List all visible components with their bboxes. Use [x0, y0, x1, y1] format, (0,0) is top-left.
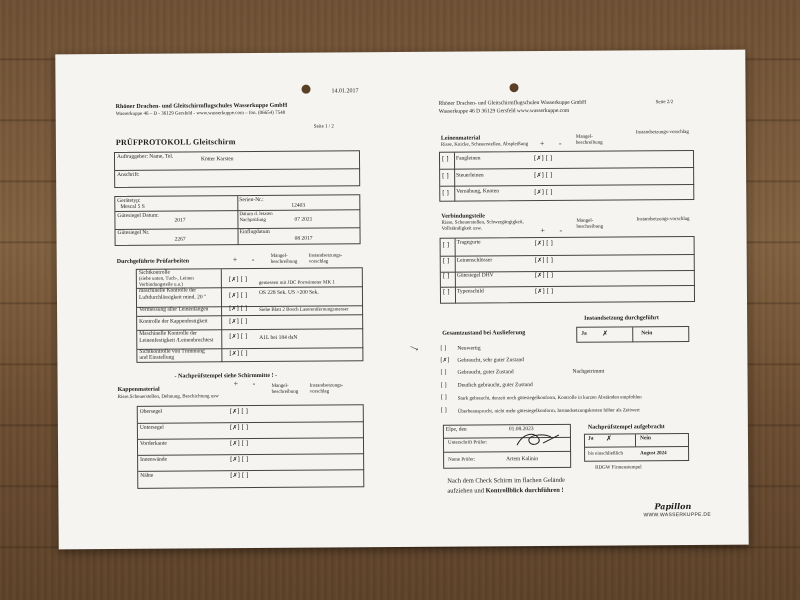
minus-header: -: [559, 225, 563, 235]
check-label: maschinelle Kontrolle der: [138, 287, 197, 294]
canopy-row-label: Obersegel: [139, 408, 163, 415]
device-info-box: [114, 194, 360, 246]
customer-label: Auftraggeber: Name, Tel.: [116, 153, 174, 160]
retrim-note: Nachgetrimmt: [572, 368, 605, 375]
check-label: Sichtkontrolle: [138, 269, 170, 276]
repair-nein: Nein: [641, 330, 653, 337]
canopy-row-mark[interactable]: [✗] [ ]: [230, 472, 249, 480]
flight-date-label: Einflugdatum: [239, 228, 270, 236]
overall-box[interactable]: [ ]: [440, 382, 447, 389]
check-mark[interactable]: [✗] [ ]: [229, 333, 248, 341]
row-box[interactable]: [ ]: [442, 189, 449, 197]
overall-box[interactable]: [ ]: [440, 394, 447, 401]
row-box[interactable]: [ ]: [442, 172, 449, 180]
stamp-nein: Nein: [639, 435, 651, 442]
repair-header: Instandsetzungs-vorschlag: [309, 383, 344, 395]
connectors-row-label: Leinenschlösser: [456, 257, 493, 264]
inspector-name: Artem Kalinin: [506, 456, 539, 463]
plus-header: +: [232, 255, 238, 265]
inspector-label: Name Prüfer:: [448, 457, 476, 463]
signature-scribble: [513, 429, 563, 451]
stamp-note: - Nachprüfstempel siehe Schirmmitte ! -: [174, 372, 278, 380]
check-note: gemessen mit JDC Porosimeter MK 1: [258, 280, 335, 286]
connectors-row-mark[interactable]: [✗] [ ]: [534, 271, 554, 280]
left-page-number: Seite 1 / 2: [313, 124, 334, 130]
customer-value: Kötter Karsten: [200, 156, 234, 163]
right-company-name: Rhöner Drachen- und Gleitschirmflugschulen Wasserkuppe GmbH: [438, 99, 587, 107]
signature-label: Unterschrift Prüfer:: [447, 440, 488, 446]
connectors-repair-header: Instandsetzungs-vorschlag: [636, 216, 690, 223]
seal-number-label: Gütesiegel Nr.: [117, 229, 150, 236]
check-note: OS 228 Sek. US >200 Sek.: [258, 289, 319, 296]
stamp-heading: Nachprüfstempel aufgebracht: [587, 424, 665, 431]
row-box[interactable]: [ ]: [442, 241, 450, 249]
footer-emphasis: Kontrollblick durchführen !: [485, 486, 564, 495]
check-sub: Luftdurchlässigkeit mind. 20 '': [138, 294, 207, 301]
plus-header: +: [233, 379, 239, 389]
connectors-row-label: Tragegurte: [456, 239, 481, 246]
row-box[interactable]: [ ]: [442, 257, 450, 265]
canopy-row-label: Untersegel: [139, 424, 164, 431]
defect-header: Mangel-beschreibung: [270, 253, 298, 265]
check-mark[interactable]: [✗] [ ]: [229, 318, 248, 326]
canopy-row-mark[interactable]: [✗] [ ]: [229, 440, 249, 448]
inspection-protocol-sheet: [55, 50, 748, 550]
check-label: Maschinelle Kontrolle der: [139, 330, 197, 337]
check-label: Kontrolle der Kappenfestigkeit: [139, 318, 208, 325]
overall-box[interactable]: [ ]: [440, 407, 447, 414]
overall-text: Überbeansprucht, nicht mehr gütesiegelkonform, Instandsetzungskosten höher als Zeitwert: [457, 408, 640, 415]
check-mark[interactable]: [✗] [ ]: [228, 292, 248, 300]
last-check-value: 07 2021: [294, 216, 313, 223]
place-label: Elpe, den: [445, 426, 467, 433]
connectors-row-mark[interactable]: [✗] [ ]: [534, 256, 553, 265]
stamp-org: RDGW Firmenstempel: [595, 465, 642, 471]
canopy-sub: Risse,Scheuerstellen, Dehnung, Beschichtung usw: [117, 394, 219, 400]
lines-heading: Leinenmaterial: [440, 135, 481, 142]
serial-value: 12403: [291, 202, 306, 209]
lines-row-mark[interactable]: [✗] [ ]: [533, 154, 553, 163]
checks-heading: Durchgeführte Prüfarbeiten: [116, 258, 190, 265]
overall-heading: Gesamtzustand bei Auslieferung: [442, 330, 526, 337]
connectors-row-label: Gütesiegel DHV: [456, 272, 494, 279]
address-label: Anschrift:: [117, 171, 140, 178]
stamp-yes-mark[interactable]: ✗: [605, 434, 612, 443]
stamp-ja: Ja: [587, 435, 594, 442]
canopy-row-label: Innenwände: [140, 456, 168, 463]
footer-line-1: Nach dem Check Schirm im flachen Gelände: [447, 476, 565, 485]
connectors-sub: Risse, Scheuerstellen, Schwergängigkeit, Vollständigkeit usw.: [441, 220, 524, 232]
canopy-row-mark[interactable]: [✗] [ ]: [229, 424, 249, 432]
punch-hole: [301, 85, 310, 94]
check-note: A1L bei 184 daN: [259, 334, 298, 341]
overall-box[interactable]: [ ]: [440, 369, 447, 376]
canopy-heading: Kappenmaterial: [117, 386, 160, 393]
connectors-defect-header: Mangel-beschreibung: [576, 218, 604, 230]
row-box[interactable]: [ ]: [442, 288, 450, 296]
defect-header: Mangel-beschreibung: [575, 134, 603, 146]
plus-header: +: [539, 139, 545, 149]
punch-hole: [509, 83, 518, 92]
footer-line-2: [447, 488, 563, 495]
page-title: PRÜFPROTOKOLL Gleitschirm: [115, 137, 236, 147]
lines-sub: Risse, Knicke, Scheuerstellen, Abspleißung: [440, 142, 529, 148]
repair-yes-mark[interactable]: ✗: [602, 329, 609, 338]
check-sub: und Einstellung: [139, 354, 175, 361]
canopy-row-label: Vorderkante: [139, 440, 167, 447]
serial-label: Serien-Nr.:: [239, 196, 264, 204]
device-type-value: Mescal 5 S: [120, 203, 145, 210]
check-mark[interactable]: [✗] [ ]: [228, 276, 248, 284]
footer-text: aufziehen und: [447, 487, 486, 495]
overall-text: Neuwertig: [457, 345, 481, 352]
lines-row-label: Fangleinen: [455, 155, 481, 162]
minus-header: -: [252, 379, 256, 389]
connectors-row-label: Typenschild: [456, 288, 484, 295]
left-company-address: Wasserkuppe 46 – D - 36129 Gersfeld - www.wasserkuppe.com – fon. (06654) 7548: [115, 110, 286, 117]
row-box[interactable]: [ ]: [442, 272, 450, 280]
seal-date-value: 2017: [174, 217, 186, 224]
seal-number-value: 2267: [174, 236, 186, 243]
lines-row-mark[interactable]: [✗] [ ]: [534, 171, 553, 180]
place-date: 01.08.2023: [508, 426, 534, 433]
arrow-icon: ⟶: [408, 344, 419, 354]
check-note: Siehe Blatt 2 Bosch Laserentfernungsmesser: [259, 307, 349, 313]
stamp-until-label: bis einschließlich: [588, 451, 623, 457]
row-box[interactable]: [ ]: [441, 155, 449, 163]
left-company-name: Rhöner Drachen- und Gleitschirmflugschules Wasserkuppe GmbH: [115, 102, 288, 110]
repair-header: Instandsetzungs-vorschlag: [635, 129, 689, 136]
repair-done-box: [576, 326, 689, 343]
canopy-table: [137, 404, 365, 489]
last-check-label: Datum d. letzten Nachprüfung: [239, 211, 273, 223]
connectors-heading: Verbindungsteile: [441, 213, 485, 220]
repair-header: Instandsetzungs-vorschlag: [308, 253, 343, 265]
check-label: Sichtkontrolle von Trimmung: [139, 348, 205, 355]
overall-box[interactable]: [ ]: [440, 345, 447, 352]
minus-header: -: [558, 138, 562, 148]
connectors-row-mark[interactable]: [✗] [ ]: [534, 239, 553, 248]
defect-header: Mangel-beschreibung: [271, 383, 299, 395]
canopy-row-mark[interactable]: [✗] [ ]: [230, 456, 249, 464]
check-label: Vermessung aller Leinenlängen: [139, 306, 209, 313]
logo-url: WWW.WASSERKUPPE.DE: [643, 511, 711, 519]
date-top: 14.01.2017: [331, 88, 359, 95]
check-mark[interactable]: [✗] [ ]: [229, 350, 248, 358]
logo-script: Papillon: [654, 500, 692, 512]
flight-date-value: 08 2017: [294, 235, 313, 242]
plus-header: +: [540, 225, 546, 236]
canopy-row-label: Nähte: [140, 472, 154, 479]
lines-row-mark[interactable]: [✗] [ ]: [534, 188, 553, 197]
overall-text: Stark gebraucht, derzeit noch gütesiegelkonform, Kontrolle in kurzen Abständen empfohlen: [457, 395, 642, 402]
canopy-row-mark[interactable]: [✗] [ ]: [229, 408, 249, 416]
check-sub: Leinenfestigkeit /Leinenbruchtest: [139, 337, 214, 344]
seal-date-label: Gütesiegel Datum:: [117, 212, 159, 219]
check-sub: (siehe unten, Tuch-, Leinen Verbindungsteile u.a.): [138, 276, 194, 288]
stamp-until-value: August 2024: [640, 451, 667, 457]
lines-row-label: Vernähung, Knoten: [456, 188, 500, 195]
stamp-box: [584, 433, 689, 462]
right-company-address: Wasserkuppe 46 D 36129 Gersfeld www.wasserkuppe.com: [438, 107, 570, 115]
device-type-label: Gerätetyp:: [117, 197, 141, 204]
overall-text: Gebraucht, guter Zustand: [457, 369, 514, 376]
overall-text: Deutlich gebraucht, guter Zustand: [457, 382, 533, 389]
minus-header: -: [251, 255, 255, 265]
connectors-row-mark[interactable]: [✗] [ ]: [534, 287, 554, 296]
repair-ja: Ja: [581, 330, 587, 337]
overall-text: Gebraucht, sehr guter Zustand: [457, 357, 525, 364]
overall-box[interactable]: [✗]: [440, 357, 450, 364]
repair-done-heading: Instandsetzung durchgeführt: [584, 315, 659, 322]
check-mark[interactable]: [✗] [ ]: [229, 305, 248, 313]
lines-row-label: Steuerleinen: [456, 172, 484, 179]
right-page-number: Seite 2/2: [655, 100, 674, 106]
